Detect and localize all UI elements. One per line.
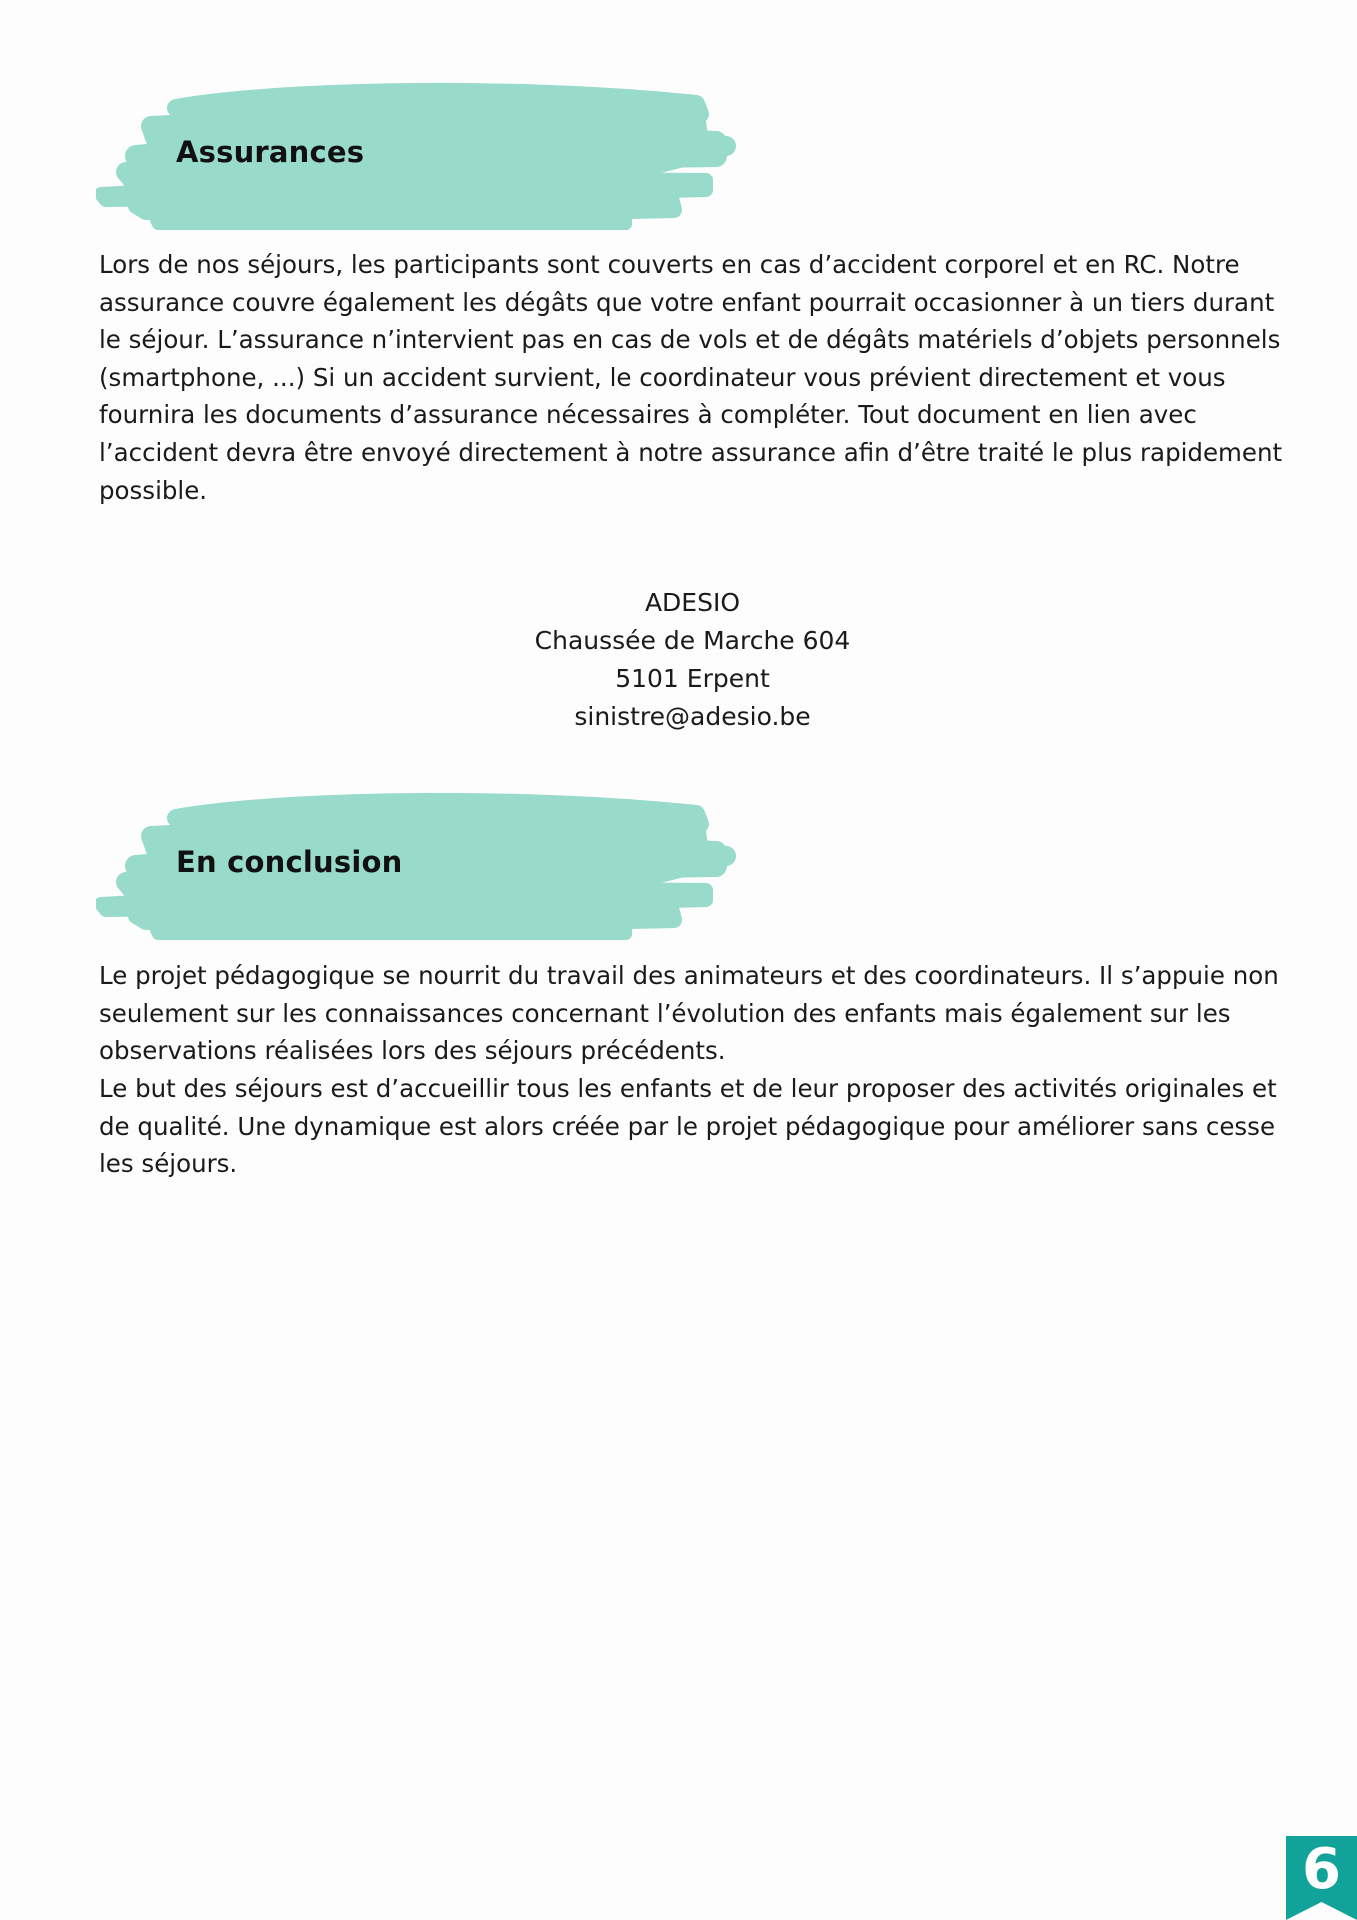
insurer-name: ADESIO: [644, 588, 741, 617]
section-heading-assurances: [96, 80, 736, 230]
insurer-email: sinistre@adesio.be: [574, 702, 811, 731]
insurer-street: Chaussée de Marche 604: [534, 626, 851, 655]
section-title: En conclusion: [176, 845, 403, 879]
section-title: Assurances: [176, 135, 365, 169]
conclusion-paragraph-1: Le projet pédagogique se nourrit du travail des animateurs et des coordinateurs. Il s’appuie non seulement sur les connaissances concernant l’évolution des enfants mais également sur les observations réalisées lors des séjours précédents.: [99, 961, 1279, 1066]
insurer-city: 5101 Erpent: [615, 664, 770, 693]
conclusion-paragraph-2: Le but des séjours est d’accueillir tous les enfants et de leur proposer des activités originales et de qualité. Une dynamique est alors créée par le projet pédagogique pour améliorer sans cesse les séjours.: [99, 1074, 1277, 1179]
page-number: 6: [1302, 1837, 1341, 1902]
assurances-paragraph: Lors de nos séjours, les participants sont couverts en cas d’accident corporel et en RC. Notre assurance couvre également les dégâts que votre enfant pourrait occasionner à un tiers durant le séjour. L’assurance n’intervient pas en cas de vols et de dégâts matériels d’objets personnels (smartphone, ...) Si un accident survient, le coordinateur vous prévient directement et vous fournira les documents d’assurance nécessaires à compléter. Tout document en lien avec l’accident devra être envoyé directement à notre assurance afin d’être traité le plus rapidement possible.: [99, 250, 1283, 505]
insurance-address-block: [0, 584, 1357, 736]
page-number-badge: [1286, 1836, 1357, 1920]
section-heading-conclusion: [96, 790, 736, 940]
